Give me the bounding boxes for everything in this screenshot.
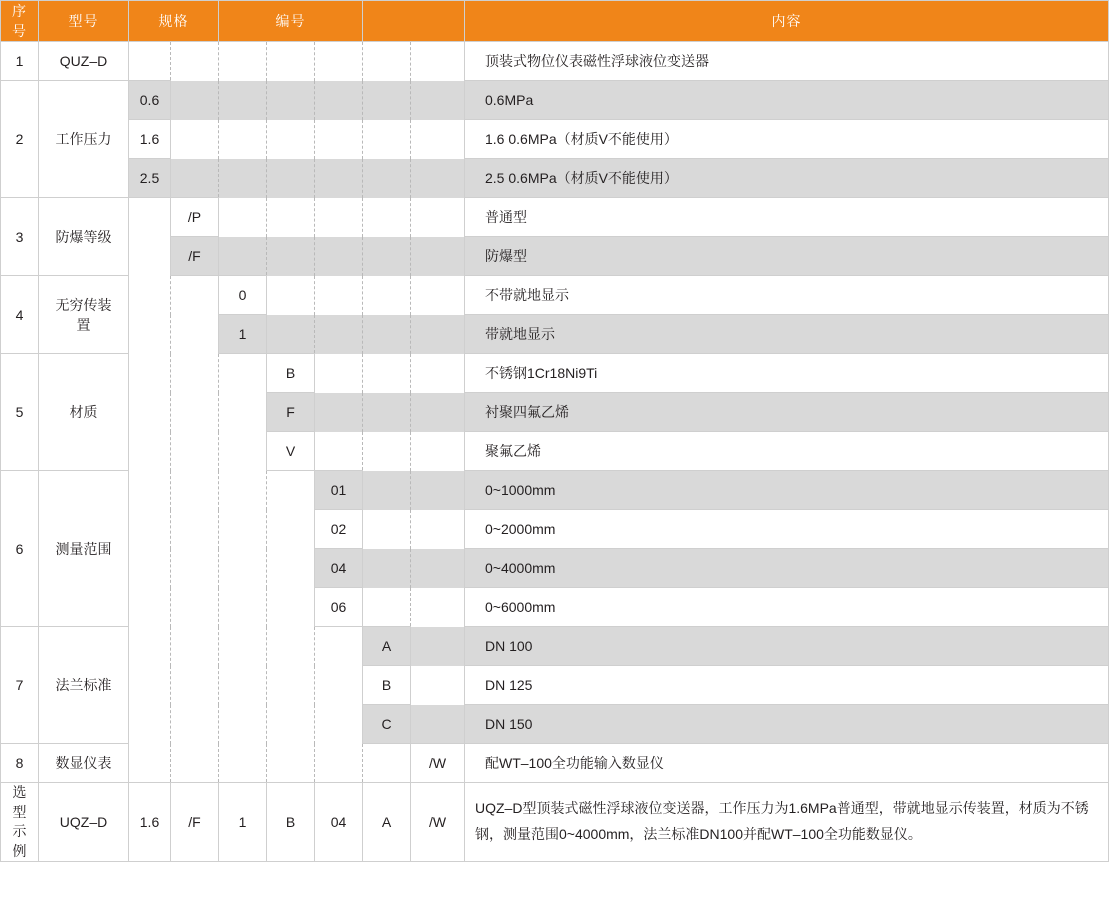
code-cell-spec2 bbox=[171, 42, 219, 81]
row-content: 衬聚四氟乙烯 bbox=[465, 393, 1109, 432]
spec-code: F bbox=[267, 393, 315, 432]
code-cell-1 bbox=[219, 81, 267, 120]
code-cell-spec2 bbox=[171, 159, 219, 198]
code-cell-4 bbox=[363, 354, 411, 393]
code-cell-spec1 bbox=[129, 354, 171, 471]
row-label: 工作压力 bbox=[39, 81, 129, 198]
example-description: UQZ–D型顶装式磁性浮球液位变送器，工作压力为1.6MPa普通型，带就地显示传装置，材质为不锈钢，测量范围0~4000mm，法兰标准DN100并配WT–100全功能数显仪。 bbox=[465, 783, 1109, 862]
code-cell-4 bbox=[363, 81, 411, 120]
row-content: 0~4000mm bbox=[465, 549, 1109, 588]
row-label: 数显仪表 bbox=[39, 744, 129, 783]
row-content: DN 100 bbox=[465, 627, 1109, 666]
code-cell-4 bbox=[363, 393, 411, 432]
code-cell-3 bbox=[315, 159, 363, 198]
row-no: 5 bbox=[1, 354, 39, 471]
table-row bbox=[1, 354, 1109, 393]
table-row bbox=[1, 120, 1109, 159]
code-cell-5 bbox=[411, 276, 465, 315]
code-cell-2 bbox=[267, 237, 315, 276]
row-content: DN 125 bbox=[465, 666, 1109, 705]
code-cell-5 bbox=[411, 120, 465, 159]
row-content: 1.6 0.6MPa（材质V不能使用） bbox=[465, 120, 1109, 159]
example-display: /W bbox=[411, 783, 465, 862]
spec-code: 2.5 bbox=[129, 159, 171, 198]
code-cell-5 bbox=[411, 510, 465, 549]
code-cell-spec2 bbox=[171, 120, 219, 159]
code-cell-3 bbox=[315, 42, 363, 81]
code-cell-5 bbox=[411, 705, 465, 744]
row-label: 无穷传装置 bbox=[39, 276, 129, 354]
example-model: UQZ–D bbox=[39, 783, 129, 862]
code-cell-5 bbox=[411, 42, 465, 81]
spec-code: 1 bbox=[219, 315, 267, 354]
code-cell-2 bbox=[267, 627, 315, 744]
row-label: QUZ–D bbox=[39, 42, 129, 81]
table-body bbox=[1, 42, 1109, 862]
code-cell-2 bbox=[267, 276, 315, 315]
spec-code: C bbox=[363, 705, 411, 744]
row-no: 6 bbox=[1, 471, 39, 627]
example-label bbox=[1, 783, 39, 862]
code-cell-4 bbox=[363, 276, 411, 315]
table-header bbox=[1, 1, 1109, 42]
spec-code: /F bbox=[171, 237, 219, 276]
row-content: DN 150 bbox=[465, 705, 1109, 744]
code-cell-4 bbox=[363, 315, 411, 354]
code-cell-5 bbox=[411, 159, 465, 198]
code-cell-spec1 bbox=[129, 627, 171, 744]
code-cell-5 bbox=[411, 588, 465, 627]
code-cell-5 bbox=[411, 393, 465, 432]
code-cell-1 bbox=[219, 471, 267, 627]
example-row bbox=[1, 783, 1109, 862]
code-cell-3 bbox=[315, 354, 363, 393]
code-cell-2 bbox=[267, 120, 315, 159]
spec-code: 04 bbox=[315, 549, 363, 588]
row-label: 防爆等级 bbox=[39, 198, 129, 276]
code-cell-4 bbox=[363, 237, 411, 276]
code-cell-3 bbox=[315, 276, 363, 315]
code-cell-5 bbox=[411, 81, 465, 120]
row-no: 2 bbox=[1, 81, 39, 198]
row-no: 7 bbox=[1, 627, 39, 744]
code-cell-4 bbox=[363, 42, 411, 81]
code-cell-1 bbox=[219, 42, 267, 81]
table-row bbox=[1, 198, 1109, 237]
header-spec: 规格 bbox=[129, 1, 219, 42]
code-cell-5 bbox=[411, 198, 465, 237]
code-cell-1 bbox=[219, 198, 267, 237]
spec-code: B bbox=[363, 666, 411, 705]
code-cell-4 bbox=[363, 432, 411, 471]
code-cell-5 bbox=[411, 666, 465, 705]
row-no: 4 bbox=[1, 276, 39, 354]
row-no: 8 bbox=[1, 744, 39, 783]
code-cell-3 bbox=[315, 315, 363, 354]
code-cell-2 bbox=[267, 744, 315, 783]
row-content: 顶装式物位仪表磁性浮球液位变送器 bbox=[465, 42, 1109, 81]
row-label: 测量范围 bbox=[39, 471, 129, 627]
header-model: 型号 bbox=[39, 1, 129, 42]
example-label-line2: 示例 bbox=[12, 823, 27, 859]
spec-code: 0.6 bbox=[129, 81, 171, 120]
code-cell-2 bbox=[267, 81, 315, 120]
code-cell-spec1 bbox=[129, 276, 171, 354]
code-cell-spec2 bbox=[171, 354, 219, 471]
example-explosion: /F bbox=[171, 783, 219, 862]
header-no: 序号 bbox=[1, 1, 39, 42]
code-cell-4 bbox=[363, 198, 411, 237]
example-material: B bbox=[267, 783, 315, 862]
code-cell-2 bbox=[267, 315, 315, 354]
spec-code: B bbox=[267, 354, 315, 393]
row-content: 2.5 0.6MPa（材质V不能使用） bbox=[465, 159, 1109, 198]
row-content: 0~6000mm bbox=[465, 588, 1109, 627]
table-row bbox=[1, 81, 1109, 120]
code-cell-4 bbox=[363, 588, 411, 627]
code-cell-4 bbox=[363, 159, 411, 198]
row-content: 0~1000mm bbox=[465, 471, 1109, 510]
code-cell-1 bbox=[219, 120, 267, 159]
row-label: 材质 bbox=[39, 354, 129, 471]
code-cell-spec1 bbox=[129, 42, 171, 81]
code-cell-spec2 bbox=[171, 81, 219, 120]
code-cell-1 bbox=[219, 354, 267, 471]
code-cell-5 bbox=[411, 315, 465, 354]
code-cell-1 bbox=[219, 237, 267, 276]
code-cell-1 bbox=[219, 744, 267, 783]
code-cell-spec1 bbox=[129, 198, 171, 276]
code-cell-4 bbox=[363, 471, 411, 510]
example-flange: A bbox=[363, 783, 411, 862]
table-row bbox=[1, 471, 1109, 510]
code-cell-3 bbox=[315, 432, 363, 471]
code-cell-5 bbox=[411, 471, 465, 510]
code-cell-3 bbox=[315, 81, 363, 120]
row-content: 聚氟乙烯 bbox=[465, 432, 1109, 471]
code-cell-5 bbox=[411, 432, 465, 471]
code-cell-4 bbox=[363, 744, 411, 783]
spec-code: /W bbox=[411, 744, 465, 783]
code-cell-4 bbox=[363, 120, 411, 159]
row-content: 不带就地显示 bbox=[465, 276, 1109, 315]
code-cell-spec2 bbox=[171, 627, 219, 744]
code-cell-3 bbox=[315, 744, 363, 783]
example-transmit: 1 bbox=[219, 783, 267, 862]
row-content: 0.6MPa bbox=[465, 81, 1109, 120]
code-cell-2 bbox=[267, 198, 315, 237]
code-cell-1 bbox=[219, 627, 267, 744]
spec-code: /P bbox=[171, 198, 219, 237]
header-spacer bbox=[363, 1, 465, 42]
code-cell-4 bbox=[363, 549, 411, 588]
code-cell-1 bbox=[219, 159, 267, 198]
code-cell-2 bbox=[267, 471, 315, 627]
code-cell-3 bbox=[315, 393, 363, 432]
code-cell-5 bbox=[411, 549, 465, 588]
spec-code: 01 bbox=[315, 471, 363, 510]
row-no: 1 bbox=[1, 42, 39, 81]
table-row bbox=[1, 627, 1109, 666]
code-cell-2 bbox=[267, 42, 315, 81]
code-cell-5 bbox=[411, 354, 465, 393]
row-content: 0~2000mm bbox=[465, 510, 1109, 549]
code-cell-spec2 bbox=[171, 276, 219, 354]
code-cell-3 bbox=[315, 198, 363, 237]
row-content: 配WT–100全功能输入数显仪 bbox=[465, 744, 1109, 783]
header-content: 内容 bbox=[465, 1, 1109, 42]
code-cell-2 bbox=[267, 159, 315, 198]
spec-code: 02 bbox=[315, 510, 363, 549]
spec-code: 1.6 bbox=[129, 120, 171, 159]
code-cell-spec1 bbox=[129, 471, 171, 627]
spec-code: V bbox=[267, 432, 315, 471]
spec-code: A bbox=[363, 627, 411, 666]
example-range: 04 bbox=[315, 783, 363, 862]
code-cell-4 bbox=[363, 510, 411, 549]
spec-code: 06 bbox=[315, 588, 363, 627]
example-label-line1: 选型 bbox=[12, 784, 27, 820]
code-cell-5 bbox=[411, 237, 465, 276]
code-cell-spec2 bbox=[171, 471, 219, 627]
example-pressure: 1.6 bbox=[129, 783, 171, 862]
row-content: 普通型 bbox=[465, 198, 1109, 237]
code-cell-3 bbox=[315, 120, 363, 159]
table-row bbox=[1, 276, 1109, 315]
row-no: 3 bbox=[1, 198, 39, 276]
row-label: 法兰标准 bbox=[39, 627, 129, 744]
row-content: 不锈钢1Cr18Ni9Ti bbox=[465, 354, 1109, 393]
table-row bbox=[1, 42, 1109, 81]
header-code: 编号 bbox=[219, 1, 363, 42]
table-row bbox=[1, 744, 1109, 783]
spec-code: 0 bbox=[219, 276, 267, 315]
row-content: 防爆型 bbox=[465, 237, 1109, 276]
code-cell-spec1 bbox=[129, 744, 171, 783]
code-cell-3 bbox=[315, 627, 363, 744]
table-row bbox=[1, 159, 1109, 198]
code-cell-3 bbox=[315, 237, 363, 276]
row-content: 带就地显示 bbox=[465, 315, 1109, 354]
code-cell-spec2 bbox=[171, 744, 219, 783]
code-cell-5 bbox=[411, 627, 465, 666]
